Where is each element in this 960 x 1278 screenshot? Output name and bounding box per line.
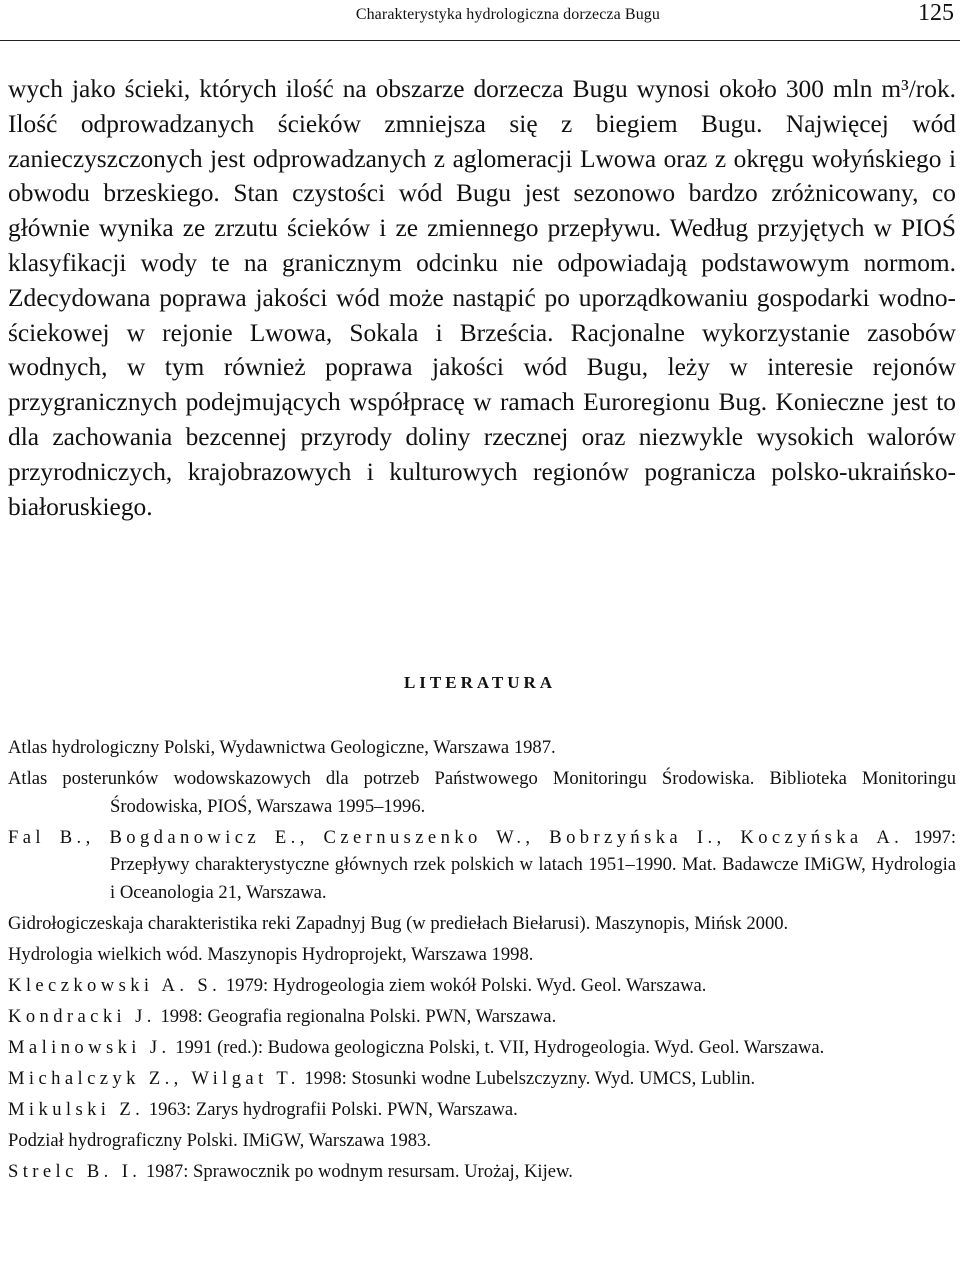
reference-authors: Fal B., Bogdanowicz E., Czernuszenko W., Bobrzyńska I., Koczyńska A. [8, 826, 904, 848]
body-paragraph: wych jako ścieki, których ilość na obszarze dorzecza Bugu wynosi około 300 mln m³/rok. Ilość odprowadzanych ścieków zmniejsza się z biegiem Bugu. Najwięcej wód zanieczyszczonych jest odprowadzanych z aglomeracji Lwowa oraz z okręgu wołyńskiego i obwodu brzeskiego. Stan czystości wód Bugu jest sezonowo bardzo zróżnicowany, co głównie wynika ze zrzutu ścieków i ze zmiennego przepływu. Według przyjętych w PIOŚ klasyfikacji wody te na granicznym odcinku nie odpowiadają podstawowym normom. Zdecydowana poprawa jakości wód może nastąpić po uporządkowaniu gospodarki wodno-ściekowej w rejonie Lwowa, Sokala i Brześcia. Racjonalne wykorzystanie zasobów wodnych, w tym również poprawa jakości wód Bugu, leży w interesie rejonów przygranicznych podejmujących współpracę w ramach Euroregionu Bug. Konieczne jest to dla zachowania bezcennej przyrody doliny rzecznej oraz niezwykle wysokich walorów przyrodniczych, krajobrazowych i kulturowych regionów pogranicza polsko-ukraińsko-białoruskiego. [8, 75, 956, 521]
reference-list [8, 734, 956, 1189]
reference-item [8, 941, 956, 969]
page-number: 125 [918, 0, 954, 26]
reference-text: 1997: Przepływy charakterystyczne głównych rzek polskich w latach 1951–1990. Mat. Badawcze IMiGW, Hydrologia i Oceanologia 21, Warszawa. [110, 826, 956, 903]
reference-item [8, 1158, 956, 1186]
reference-authors: Michalczyk Z., Wilgat T. [8, 1067, 300, 1089]
header-rule [0, 40, 960, 41]
reference-text: Podział hydrograficzny Polski. IMiGW, Warszawa 1983. [8, 1129, 431, 1151]
reference-authors: Kondracki J. [8, 1005, 156, 1027]
reference-item [8, 824, 956, 907]
reference-text: 1991 (red.): Budowa geologiczna Polski, t. VII, Hydrogeologia. Wyd. Geol. Warszawa. [170, 1036, 825, 1058]
reference-item [8, 1034, 956, 1062]
running-title: Charakterystyka hydrologiczna dorzecza Bugu [355, 6, 660, 23]
reference-item [8, 972, 956, 1000]
reference-authors: Kleczkowski A. S. [8, 974, 222, 996]
reference-text: 1998: Geografia regionalna Polski. PWN, Warszawa. [155, 1005, 557, 1027]
reference-text: Atlas posterunków wodowskazowych dla potrzeb Państwowego Monitoringu Środowiska. Biblioteka Monitoringu Środowiska, PIOŚ, Warszawa 1995–1996. [8, 767, 956, 817]
reference-text: Atlas hydrologiczny Polski, Wydawnictwa Geologiczne, Warszawa 1987. [8, 737, 556, 758]
reference-text: Hydrologia wielkich wód. Maszynopis Hydroprojekt, Warszawa 1998. [8, 943, 534, 965]
reference-authors: Mikulski Z. [8, 1098, 145, 1120]
reference-text: 1987: Sprawocznik po wodnym resursam. Urożaj, Kijew. [141, 1160, 573, 1182]
reference-text: 1998: Stosunki wodne Lubelszczyzny. Wyd. UMCS, Lublin. [299, 1067, 756, 1089]
reference-item [8, 734, 956, 762]
running-header [0, 0, 960, 40]
reference-authors: Strelc B. I. [8, 1160, 142, 1182]
reference-item [8, 1096, 956, 1124]
reference-item [8, 910, 956, 938]
literature-heading: LITERATURA [403, 673, 557, 692]
reference-text: Gidrołogiczeskaja charakteristika reki Zapadnyj Bug (w prediełach Biełarusi). Maszynopis, Mińsk 2000. [8, 912, 789, 934]
reference-authors: Malinowski J. [8, 1036, 171, 1058]
reference-item [8, 1003, 956, 1031]
reference-text: 1963: Zarys hydrografii Polski. PWN, Warszawa. [144, 1098, 518, 1120]
reference-item [8, 1065, 956, 1093]
reference-item [8, 765, 956, 820]
reference-item [8, 1127, 956, 1155]
reference-text: 1979: Hydrogeologia ziem wokół Polski. Wyd. Geol. Warszawa. [221, 974, 707, 996]
